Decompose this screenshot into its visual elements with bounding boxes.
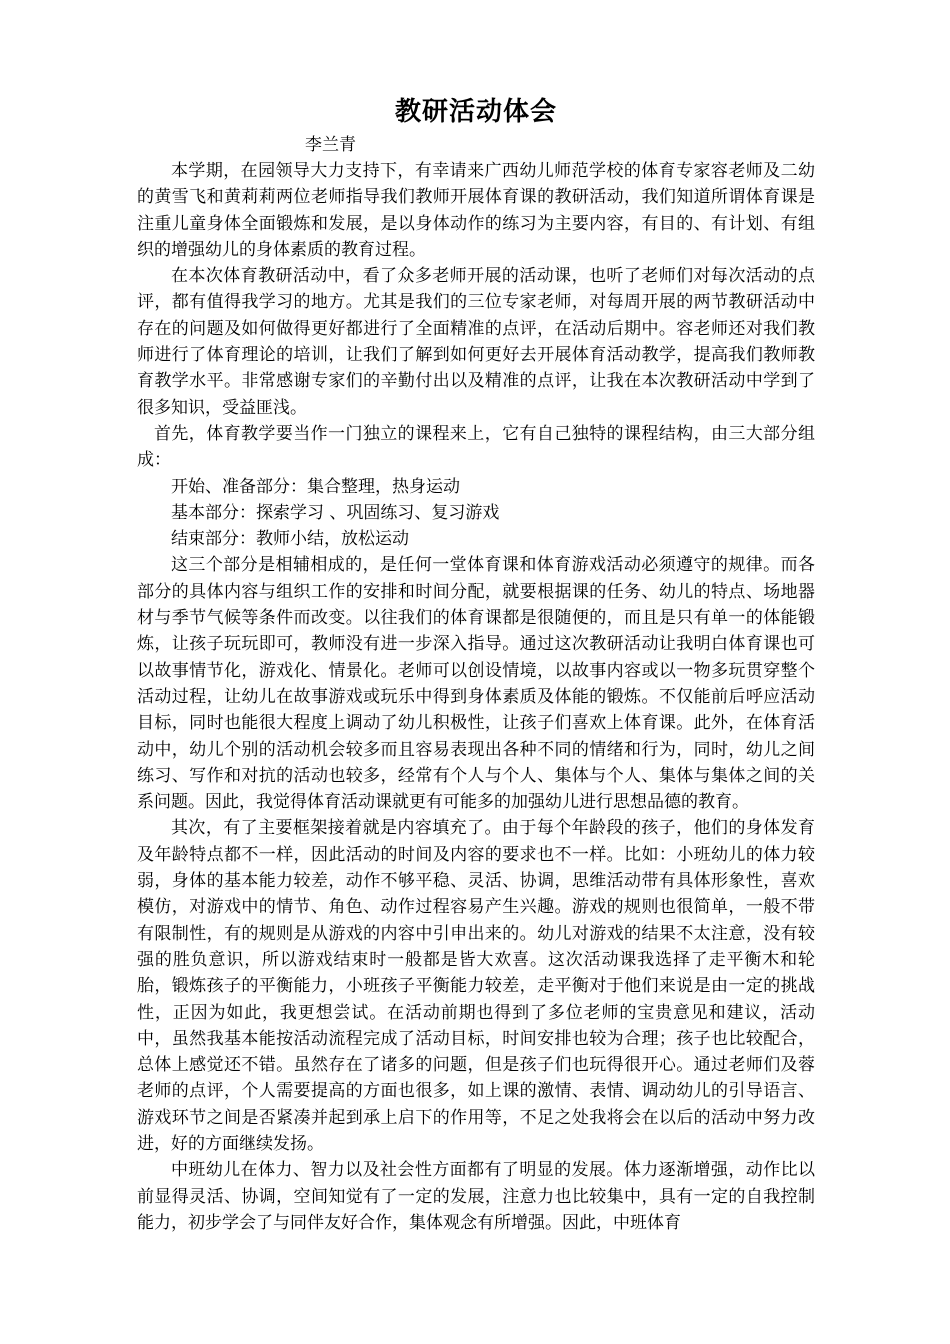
paragraph-activity-review: 在本次体育教研活动中，看了众多老师开展的活动课，也听了老师们对每次活动的点评，都有值得我学习的地方。尤其是我们的三位专家老师，对每周开展的两节教研活动中存在的问题及如何做得更好都进行了全面精准的点评，在活动后期中。容老师还对我们教师进行了体育理论的培训，让我们了解到如何更好去开展体育活动教学，提高我们教师教育教学水平。非常感谢专家们的辛勤付出以及精准的点评，让我在本次教研活动中学到了很多知识，受益匪浅。 [137, 266, 815, 418]
document-page [137, 0, 815, 1236]
paragraph-middle-class: 中班幼儿在体力、智力以及社会性方面都有了明显的发展。体力逐渐增强，动作比以前显得灵活、协调，空间知觉有了一定的发展，注意力也比较集中，具有一定的自我控制能力，初步学会了与同伴友好合作，集体观念有所增强。因此，中班体育 [137, 1160, 815, 1233]
author-name: 李兰青 [305, 135, 356, 155]
paragraph-second-point: 其次，有了主要框架接着就是内容填充了。由于每个年龄段的孩子，他们的身体发育及年龄特点都不一样，因此活动的时间及内容的要求也不一样。比如：小班幼儿的体力较弱，身体的基本能力较差，动作不够平稳、灵活、协调，思维活动带有具体形象性，喜欢模仿，对游戏中的情节、角色、动作过程容易产生兴趣。游戏的规则也很简单，一般不带有限制性，有的规则是从游戏的内容中引申出来的。幼儿对游戏的结果不太注意，没有较强的胜负意识，所以游戏结束时一般都是皆大欢喜。这次活动课我选择了走平衡木和轮胎，锻炼孩子的平衡能力，小班孩子平衡能力较差，走平衡对于他们来说是由一定的挑战性，正因为如此，我更想尝试。在活动前期也得到了多位老师的宝贵意见和建议，活动中，虽然我基本能按活动流程完成了活动目标，时间安排也较为合理；孩子也比较配合，总体上感觉还不错。虽然存在了诸多的问题，但是孩子们也玩得很开心。通过老师们及蓉老师的点评，个人需要提高的方面也很多，如上课的激情、表情、调动幼儿的引导语言、游戏环节之间是否紧凑并起到承上启下的作用等，不足之处我将会在以后的活动中努力改进，好的方面继续发扬。 [137, 818, 815, 1154]
structure-item-end: 结束部分：教师小结，放松运动 [171, 529, 409, 550]
paragraph-first-point: 首先，体育教学要当作一门独立的课程来上，它有自己独特的课程结构，由三大部分组成： [137, 423, 815, 471]
document-title: 教研活动体会 [394, 97, 557, 127]
structure-item-start: 开始、准备部分：集合整理，热身运动 [171, 476, 460, 497]
structure-item-basic: 基本部分：探索学习 、巩固练习、复习游戏 [171, 502, 500, 523]
paragraph-intro: 本学期，在园领导大力支持下，有幸请来广西幼儿师范学校的体育专家容老师及二幼的黄雪飞和黄莉莉两位老师指导我们教师开展体育课的教研活动，我们知道所谓体育课是注重儿童身体全面锻炼和发展，是以身体动作的练习为主要内容，有目的、有计划、有组织的增强幼儿的身体素质的教育过程。 [137, 161, 815, 260]
paragraph-structure-explanation: 这三个部分是相辅相成的，是任何一堂体育课和体育游戏活动必须遵守的规律。而各部分的具体内容与组织工作的安排和时间分配，就要根据课的任务、幼儿的特点、场地器材与季节气候等条件而改变。以往我们的体育课都是很随便的，而且是只有单一的体能锻炼，让孩子玩玩即可，教师没有进一步深入指导。通过这次教研活动让我明白体育课也可以故事情节化，游戏化、情景化。老师可以创设情境，以故事内容或以一物多玩贯穿整个活动过程，让幼儿在故事游戏或玩乐中得到身体素质及体能的锻炼。不仅能前后呼应活动目标，同时也能很大程度上调动了幼儿积极性，让孩子们喜欢上体育课。此外，在体育活动中，幼儿个别的活动机会较多而且容易表现出各种不同的情绪和行为，同时，幼儿之间练习、写作和对抗的活动也较多，经常有个人与个人、集体与个人、集体与集体之间的关系问题。因此，我觉得体育活动课就更有可能多的加强幼儿进行思想品德的教育。 [137, 555, 815, 813]
